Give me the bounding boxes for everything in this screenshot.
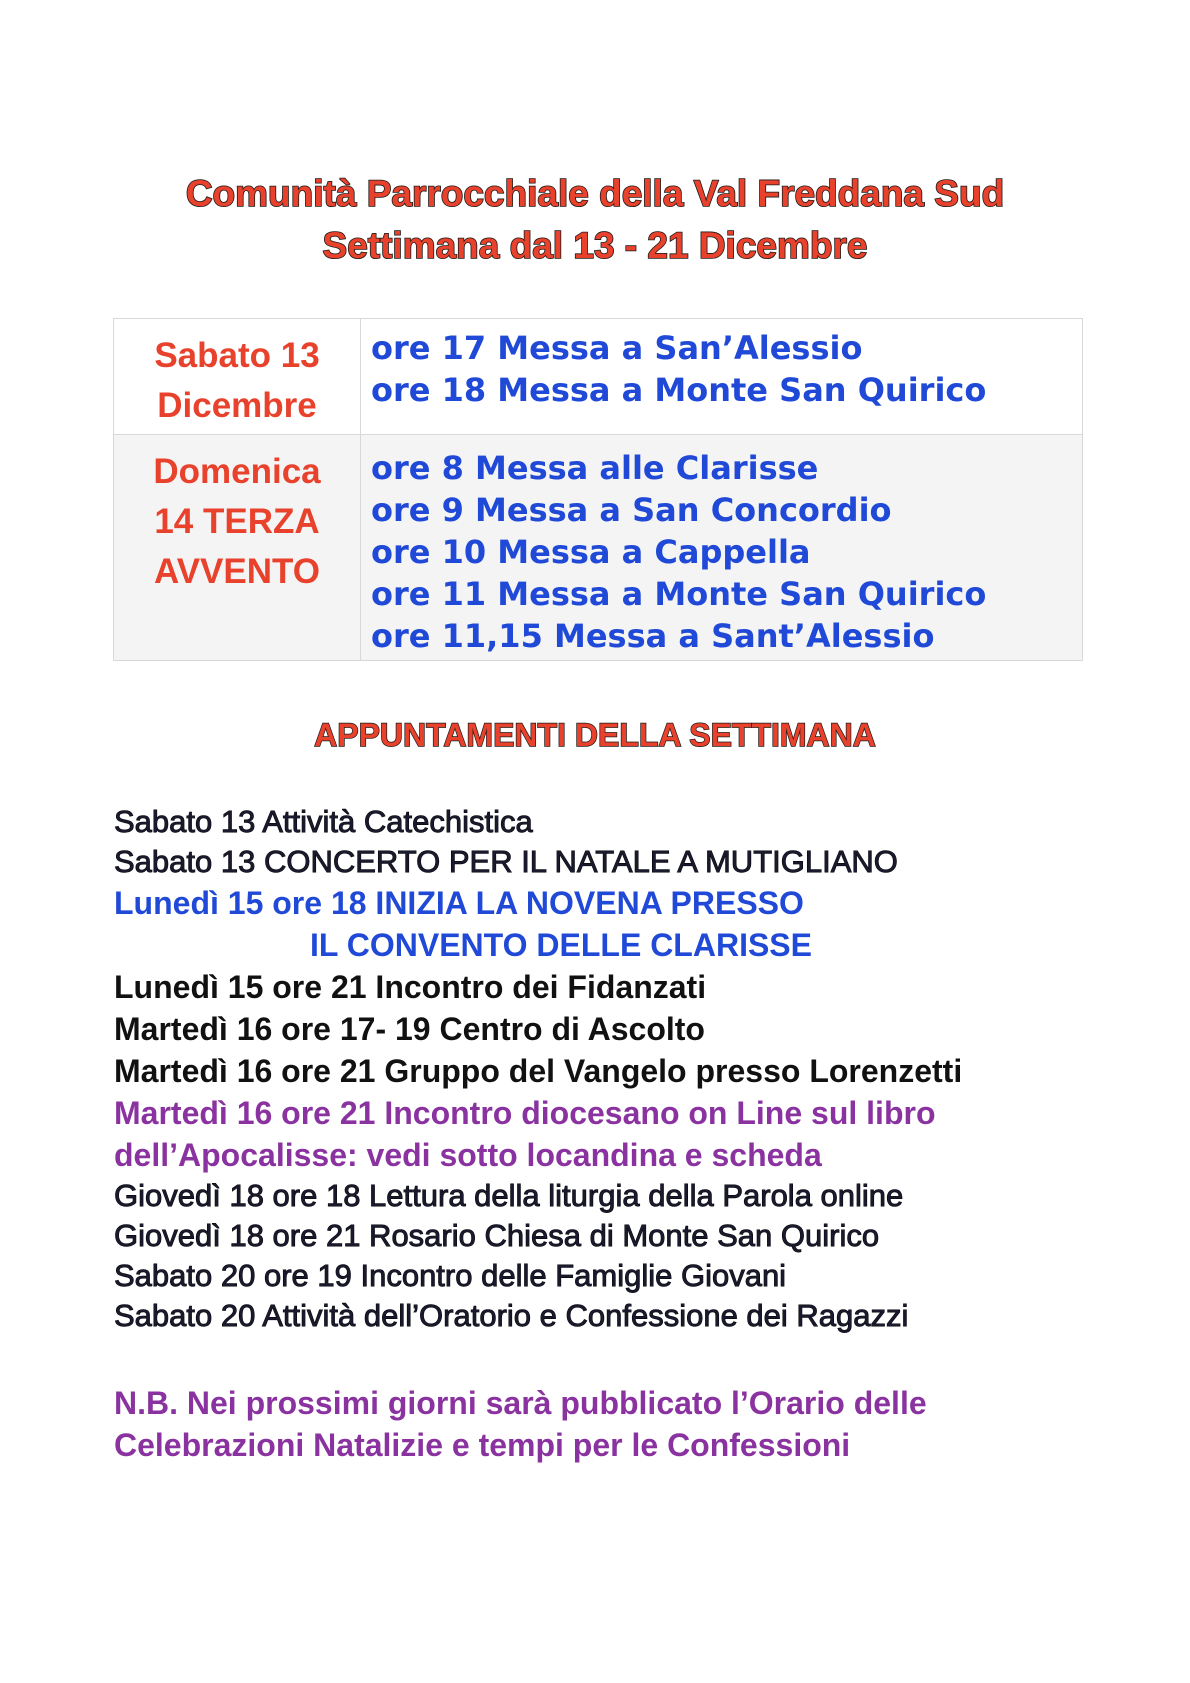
- list-item: dell’Apocalisse: vedi sotto locandina e scheda: [114, 1137, 822, 1173]
- mass-time: ore 9 Messa a San Concordio: [371, 491, 892, 529]
- list-item: Martedì 16 ore 21 Incontro diocesano on Line sul libro: [114, 1095, 936, 1131]
- list-item: Sabato 13 Attività Catechistica: [114, 804, 533, 839]
- mass-time: ore 17 Messa a San’Alessio: [371, 329, 863, 367]
- day-label: Dicembre: [157, 386, 317, 425]
- list-item: Sabato 20 Attività dell’Oratorio e Confessione dei Ragazzi: [114, 1298, 909, 1333]
- parish-title: Comunità Parrocchiale della Val Freddana Sud: [185, 173, 1005, 214]
- note-line: N.B. Nei prossimi giorni sarà pubblicato l’Orario delle: [114, 1385, 927, 1421]
- mass-time: ore 11,15 Messa a Sant’Alessio: [371, 617, 935, 655]
- schedule-row-saturday: [114, 319, 1083, 435]
- list-item: IL CONVENTO DELLE CLARISSE: [310, 927, 812, 963]
- appointments-title: APPUNTAMENTI DELLA SETTIMANA: [314, 717, 876, 753]
- list-item: Lunedì 15 ore 21 Incontro dei Fidanzati: [114, 969, 707, 1005]
- list-item: Giovedì 18 ore 21 Rosario Chiesa di Monte San Quirico: [114, 1218, 880, 1253]
- list-item: Sabato 13 CONCERTO PER IL NATALE A MUTIGLIANO: [114, 844, 898, 879]
- schedule-row-sunday: [114, 435, 1083, 661]
- day-label: 14 TERZA: [154, 502, 320, 541]
- note-line: Celebrazioni Natalizie e tempi per le Confessioni: [114, 1427, 851, 1463]
- list-item: Martedì 16 ore 21 Gruppo del Vangelo presso Lorenzetti: [114, 1053, 963, 1089]
- list-item: Giovedì 18 ore 18 Lettura della liturgia della Parola online: [114, 1178, 904, 1213]
- mass-time: ore 18 Messa a Monte San Quirico: [371, 371, 987, 409]
- list-item: Lunedì 15 ore 18 INIZIA LA NOVENA PRESSO: [114, 885, 804, 921]
- day-label: Sabato 13: [154, 336, 320, 375]
- list-item: Sabato 20 ore 19 Incontro delle Famiglie Giovani: [114, 1258, 787, 1293]
- day-cell-sunday: [114, 435, 361, 661]
- mass-time: ore 8 Messa alle Clarisse: [371, 449, 819, 487]
- page-header: [0, 168, 1190, 272]
- mass-time: ore 10 Messa a Cappella: [371, 533, 811, 571]
- mass-time: ore 11 Messa a Monte San Quirico: [371, 575, 987, 613]
- mass-schedule-table: [113, 318, 1083, 661]
- mass-cell-sunday: [361, 435, 1083, 661]
- day-cell-saturday: [114, 319, 361, 435]
- day-label: AVVENTO: [154, 552, 320, 591]
- nb-note: [114, 1382, 1114, 1466]
- week-range-title: Settimana dal 13 - 21 Dicembre: [322, 225, 868, 266]
- day-label: Domenica: [153, 452, 321, 491]
- mass-cell-saturday: [361, 319, 1083, 435]
- list-item: Martedì 16 ore 17- 19 Centro di Ascolto: [114, 1011, 705, 1047]
- appointments-list: [114, 802, 1114, 1336]
